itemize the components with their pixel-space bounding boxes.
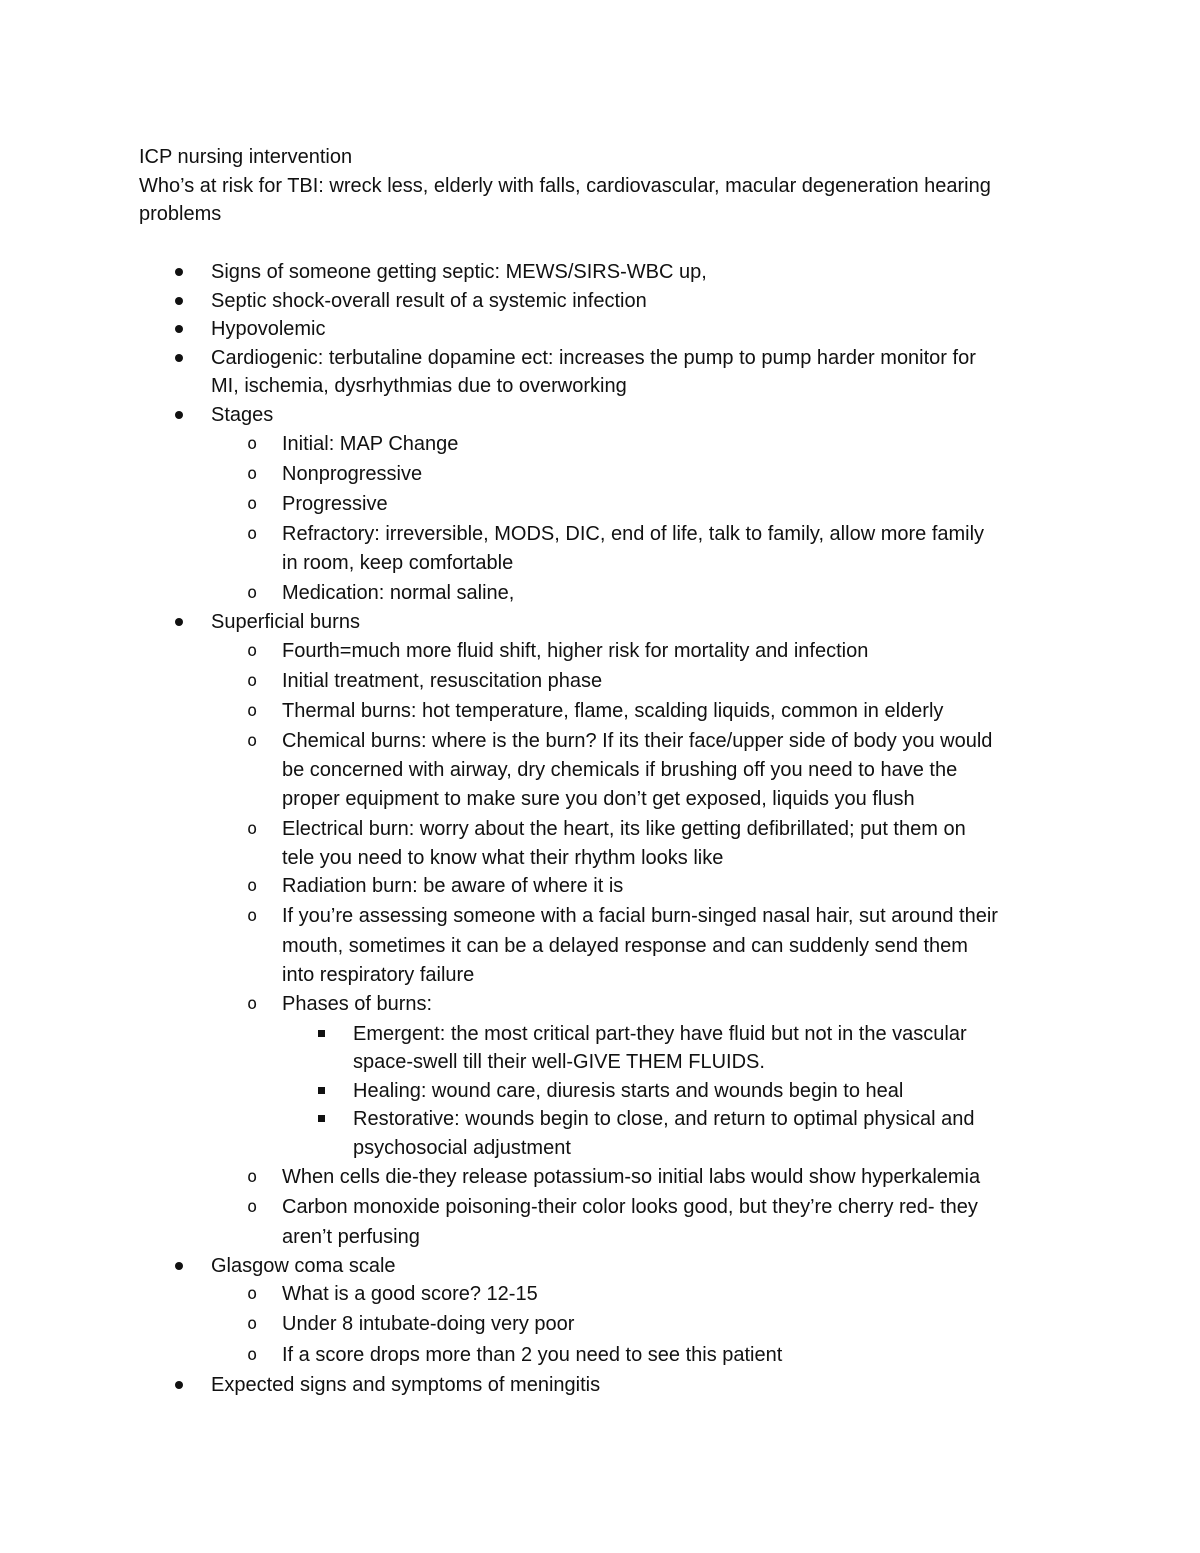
circle-bullet-icon: o [247,1197,258,1217]
bullet-icon [175,325,183,333]
list-item-continuation: MI, ischemia, dysrhythmias due to overworking [211,375,627,397]
circle-bullet-icon: o [247,494,258,514]
bullet-icon [175,1381,183,1389]
sub-list-item-continuation: be concerned with airway, dry chemicals if brushing off you need to have the [282,759,958,781]
list-item: Expected signs and symptoms of meningitis [211,1374,601,1396]
intro-text-line: Who’s at risk for TBI: wreck less, elderly with falls, cardiovascular, macular degeneration hearing [139,175,991,197]
bullet-icon [175,411,183,419]
circle-bullet-icon: o [247,994,258,1014]
sub-list-item: Progressive [282,493,388,515]
sub-list-item: Medication: normal saline, [282,582,515,604]
circle-bullet-icon: o [247,671,258,691]
sub-list-item: Radiation burn: be aware of where it is [282,875,624,897]
circle-bullet-icon: o [247,1314,258,1334]
sub-list-item-continuation: into respiratory failure [282,964,475,986]
sub-list-item: Initial: MAP Change [282,433,459,455]
list-item: Septic shock-overall result of a systemic infection [211,290,647,312]
circle-bullet-icon: o [247,1167,258,1187]
list-item: Stages [211,404,274,426]
circle-bullet-icon: o [247,819,258,839]
sub-list-item: Under 8 intubate-doing very poor [282,1313,575,1335]
sub-list-item: Electrical burn: worry about the heart, its like getting defibrillated; put them on [282,818,966,840]
sub-sub-list-item: Emergent: the most critical part-they have fluid but not in the vascular [353,1023,967,1045]
sub-list-item: Initial treatment, resuscitation phase [282,670,603,692]
sub-list-item: What is a good score? 12-15 [282,1283,538,1305]
circle-bullet-icon: o [247,906,258,926]
bullet-icon [175,268,183,276]
sub-list-item: Phases of burns: [282,993,433,1015]
sub-sub-list-item-continuation: psychosocial adjustment [353,1137,571,1159]
sub-list-item: If you’re assessing someone with a facial burn-singed nasal hair, sut around their [282,905,998,927]
circle-bullet-icon: o [247,583,258,603]
bullet-icon [175,618,183,626]
bullet-icon [175,297,183,305]
sub-sub-list-item-continuation: space-swell till their well-GIVE THEM FLUIDS. [353,1051,765,1073]
sub-list-item: Carbon monoxide poisoning-their color looks good, but they’re cherry red- they [282,1196,978,1218]
circle-bullet-icon: o [247,434,258,454]
square-bullet-icon [318,1087,325,1094]
sub-list-item-continuation: aren’t perfusing [282,1226,420,1248]
sub-sub-list-item: Healing: wound care, diuresis starts and wounds begin to heal [353,1080,904,1102]
sub-list-item: Fourth=much more fluid shift, higher risk for mortality and infection [282,640,869,662]
intro-text-line: problems [139,203,222,225]
sub-sub-list-item: Restorative: wounds begin to close, and return to optimal physical and [353,1108,975,1130]
square-bullet-icon [318,1030,325,1037]
bullet-icon [175,354,183,362]
circle-bullet-icon: o [247,524,258,544]
sub-list-item: Refractory: irreversible, MODS, DIC, end of life, talk to family, allow more family [282,523,985,545]
sub-list-item: Nonprogressive [282,463,423,485]
sub-list-item: If a score drops more than 2 you need to see this patient [282,1344,783,1366]
list-item: Signs of someone getting septic: MEWS/SIRS-WBC up, [211,261,707,283]
square-bullet-icon [318,1115,325,1122]
sub-list-item: When cells die-they release potassium-so initial labs would show hyperkalemia [282,1166,981,1188]
sub-list-item: Thermal burns: hot temperature, flame, scalding liquids, common in elderly [282,700,944,722]
circle-bullet-icon: o [247,1345,258,1365]
circle-bullet-icon: o [247,701,258,721]
document-title: ICP nursing intervention [139,146,353,168]
list-item: Cardiogenic: terbutaline dopamine ect: increases the pump to pump harder monitor for [211,347,976,369]
list-item: Hypovolemic [211,318,326,340]
sub-list-item-continuation: mouth, sometimes it can be a delayed response and can suddenly send them [282,935,968,957]
bullet-icon [175,1262,183,1270]
circle-bullet-icon: o [247,464,258,484]
circle-bullet-icon: o [247,876,258,896]
sub-list-item: Chemical burns: where is the burn? If its their face/upper side of body you would [282,730,993,752]
circle-bullet-icon: o [247,731,258,751]
circle-bullet-icon: o [247,641,258,661]
circle-bullet-icon: o [247,1284,258,1304]
sub-list-item-continuation: proper equipment to make sure you don’t get exposed, liquids you flush [282,788,915,810]
sub-list-item-continuation: in room, keep comfortable [282,552,514,574]
sub-list-item-continuation: tele you need to know what their rhythm looks like [282,847,724,869]
list-item: Superficial burns [211,611,360,633]
list-item: Glasgow coma scale [211,1255,396,1277]
